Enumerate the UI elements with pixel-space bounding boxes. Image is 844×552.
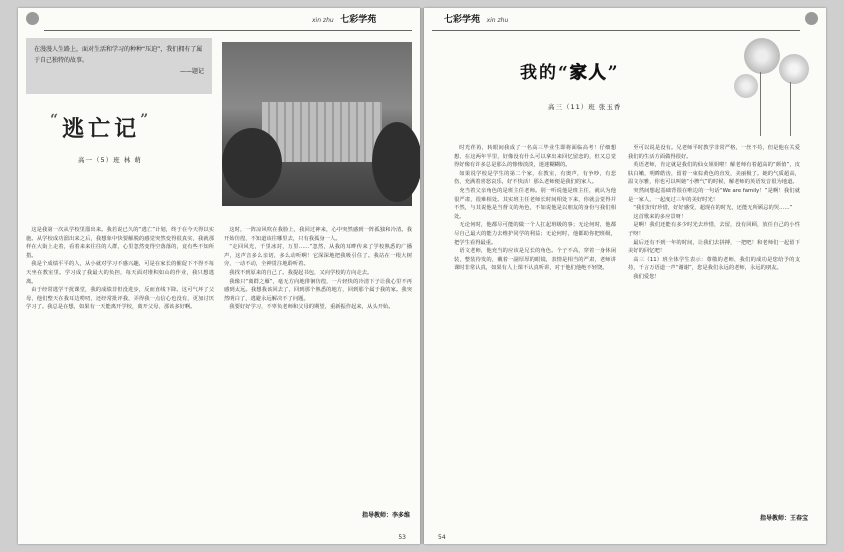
page-number: 53 — [398, 534, 406, 541]
paragraph: 我要好好学习，不辜负老师和父母的期望，重新振作起来，从头开始。 — [229, 304, 394, 311]
intro-text: 在漫漫人生路上，面对生活和学习的种种“压迫”，我们拥有了属于自己独特的故事。 — [34, 46, 203, 64]
article-title: “逃亡记” — [50, 112, 153, 142]
paragraph: 高三（11）班全体学生表示：尊敬的老师，我们的成功是您给予的支持，千言万语道一声“谢谢”，您是我们永远的老师，永远的朋友。 — [628, 256, 800, 272]
paragraph: 最后还有不到一年的时间，让我们去拼搏，一把吧！和老师们一起留下美好的回忆吧！ — [628, 239, 800, 255]
left-page — [18, 8, 420, 544]
left-column-1 — [26, 226, 214, 522]
paragraph: 由于经常逃学干扰课堂，我的成绩非但没进步，反而直线下降。这可气坏了父母，他们整天在我耳边唠叨，还经常批评我，弄得我一点信心也没有，更加讨厌学习了。我总是在想，如果有一天能离开学校，离开父母，那该多好啊。 — [26, 287, 214, 311]
paragraph: “走回风光，千里冰封，万里……”忽然，从我的耳畔传来了学校熟悉的广播声，这声音多么亲切，多么动听啊！它深深地把我吸引住了。我站在一根大树旁，一动不动，全神贯注地聆听着。 — [224, 244, 412, 268]
article-byline: 高三（11）班 张玉香 — [548, 103, 622, 111]
right-page-header — [444, 12, 512, 30]
paragraph: 这首歌来的多应景呀！ — [633, 213, 687, 220]
page-corner-dot-icon — [805, 12, 818, 25]
header-rule — [432, 30, 800, 31]
teacher-credit: 指导教师：李多维 — [361, 512, 410, 519]
right-column-1 — [454, 144, 616, 532]
page-number: 54 — [438, 534, 446, 541]
paragraph: 我找不到原来的自己了。我提起书包，又向学校的方向走去。 — [229, 269, 373, 276]
paragraph: “我们好好珍惜，好好感受，超现在的时光，还能无所顾忌的哭……” — [633, 205, 793, 212]
paragraph: 时光荏苒，转眼间我成了一名高三毕业生即将面临高考！仔细想想，在这两年半里，好像没有什么可以拿出来回忆留恋的，但又总觉得好像有许多总是那么的惨惨淡淡，迷迷糊糊的。 — [454, 145, 616, 169]
teacher-credit: 指导教师：王春宝 — [759, 515, 808, 522]
paragraph: 这时，一阵凉风吹在我脸上，我回过神来，心中突然感到一阵孤独和冷清。我开始彷徨，不知道该往哪里去，只有我孤身一人。 — [224, 227, 412, 242]
paragraph: 如果说学校是学生的第二个家，在教室，有奥声，有争吵，有悲伤，充满着喜怒哀乐，好不快活！那么老师便是我们的家人。 — [454, 170, 616, 186]
right-page — [424, 8, 826, 544]
paragraph: 语文老师，他充当的应该是兄长的角色。个子不高，穿着一身休闲装，整装待发的，戴着一副厚厚的眼镜，表情是相当的严肃，老师讲课时非常认真，如果有人上课不认真听讲，对于他们他绝不轻饶。 — [454, 248, 616, 272]
flower-illustration — [724, 34, 819, 138]
paragraph: 无论何时，他都尽可能的做一个人扛起班级的事；无论何时，他都尽自己最大的能力去维护同学的利益；无论何时，他都助你把班级，把学生看得最重。 — [454, 222, 616, 246]
header-magazine: 七彩学苑 — [340, 15, 377, 25]
header-magazine: 七彩学苑 — [444, 15, 481, 25]
header-pinyin: xin zhu — [486, 17, 509, 24]
paragraph: 这是我第一次从学校里溜出来。我若说已久的“逃亡”计划，终于在今天得以实施。从学校成功溜出来之后，我想象中快要解脱的感觉突然变得很真实，我就那样在大街上走着，看着来来往往的人群，心里忽然变得空落落的，竟有些不知所措。 — [26, 227, 214, 259]
left-column-2 — [224, 226, 412, 508]
article-title: 我的“家人” — [520, 63, 620, 83]
paragraph: 英语老师，肯定就是我们的仙女姐姐啦！解老师有着超高的“颜值”，皮肤白嫩，明眸皓齿，留着一束棕黄色的直发，美丽极了。她的气质超高，温文尔雅，你也可以叫她“小脾气”的时候，解老师的英语发音很为地道。 — [628, 162, 800, 186]
school-building-photo — [222, 42, 412, 206]
paragraph: 至可以说是没有。兄老师平时教学非常严格，一丝不苟，但是他在关爱我们的生活方面做得很好。 — [628, 145, 800, 160]
article-title-text: 逃亡记 — [62, 116, 141, 142]
paragraph: 是啊！我们还能有多少时光去珍惜，去留，没有回顾，放任自己的小性子呀！ — [628, 222, 800, 237]
paragraph: 我像只“离群之雁”，毫无方向地徘徊彷徨，一片轻快的冷清下子让我心里不再感到太远。我想我该回去了，回到那个熟悉的地方，回到那个属于我的家。我突然明白了，逃避永远解决不了问题。 — [224, 278, 412, 302]
header-rule — [44, 30, 412, 31]
right-column-2 — [628, 144, 800, 508]
article-title-prefix: 我的 — [520, 63, 558, 83]
header-pinyin: xin zhu — [312, 17, 334, 24]
paragraph: 我是个成绩平平的人，从小就对学习不感兴趣，可是在家长的催促下不得不每天坐在教室里。学习成了我最大的负担，每天面对堆积如山的作业，我只想逃离。 — [26, 261, 214, 285]
page-corner-dot-icon — [26, 12, 39, 25]
paragraph: 我们爱您！ — [633, 273, 660, 280]
left-page-header — [308, 12, 376, 30]
paragraph: 充当着父亲角色的是班主任老师。别一听说他是班主任，就认为他很严肃，很难相处。其实班主任老师长时间相处下来，你就会觉得并不然，与其说他是当督文的角色，不如说他是以朋友的身份与我们相处。 — [454, 187, 616, 220]
intro-box — [26, 38, 212, 94]
paragraph: 突然间想起基础背很在唯边的一句话“We are family！”是啊！我们就是一家人，一起度过三年的美好时光！ — [628, 187, 800, 203]
article-byline: 高一（5）班 林 萌 — [78, 156, 142, 164]
article-title-main: 家人 — [569, 63, 608, 83]
intro-signature: ——题记 — [179, 68, 204, 75]
tree-shape — [222, 128, 282, 198]
tree-shape — [372, 122, 420, 202]
